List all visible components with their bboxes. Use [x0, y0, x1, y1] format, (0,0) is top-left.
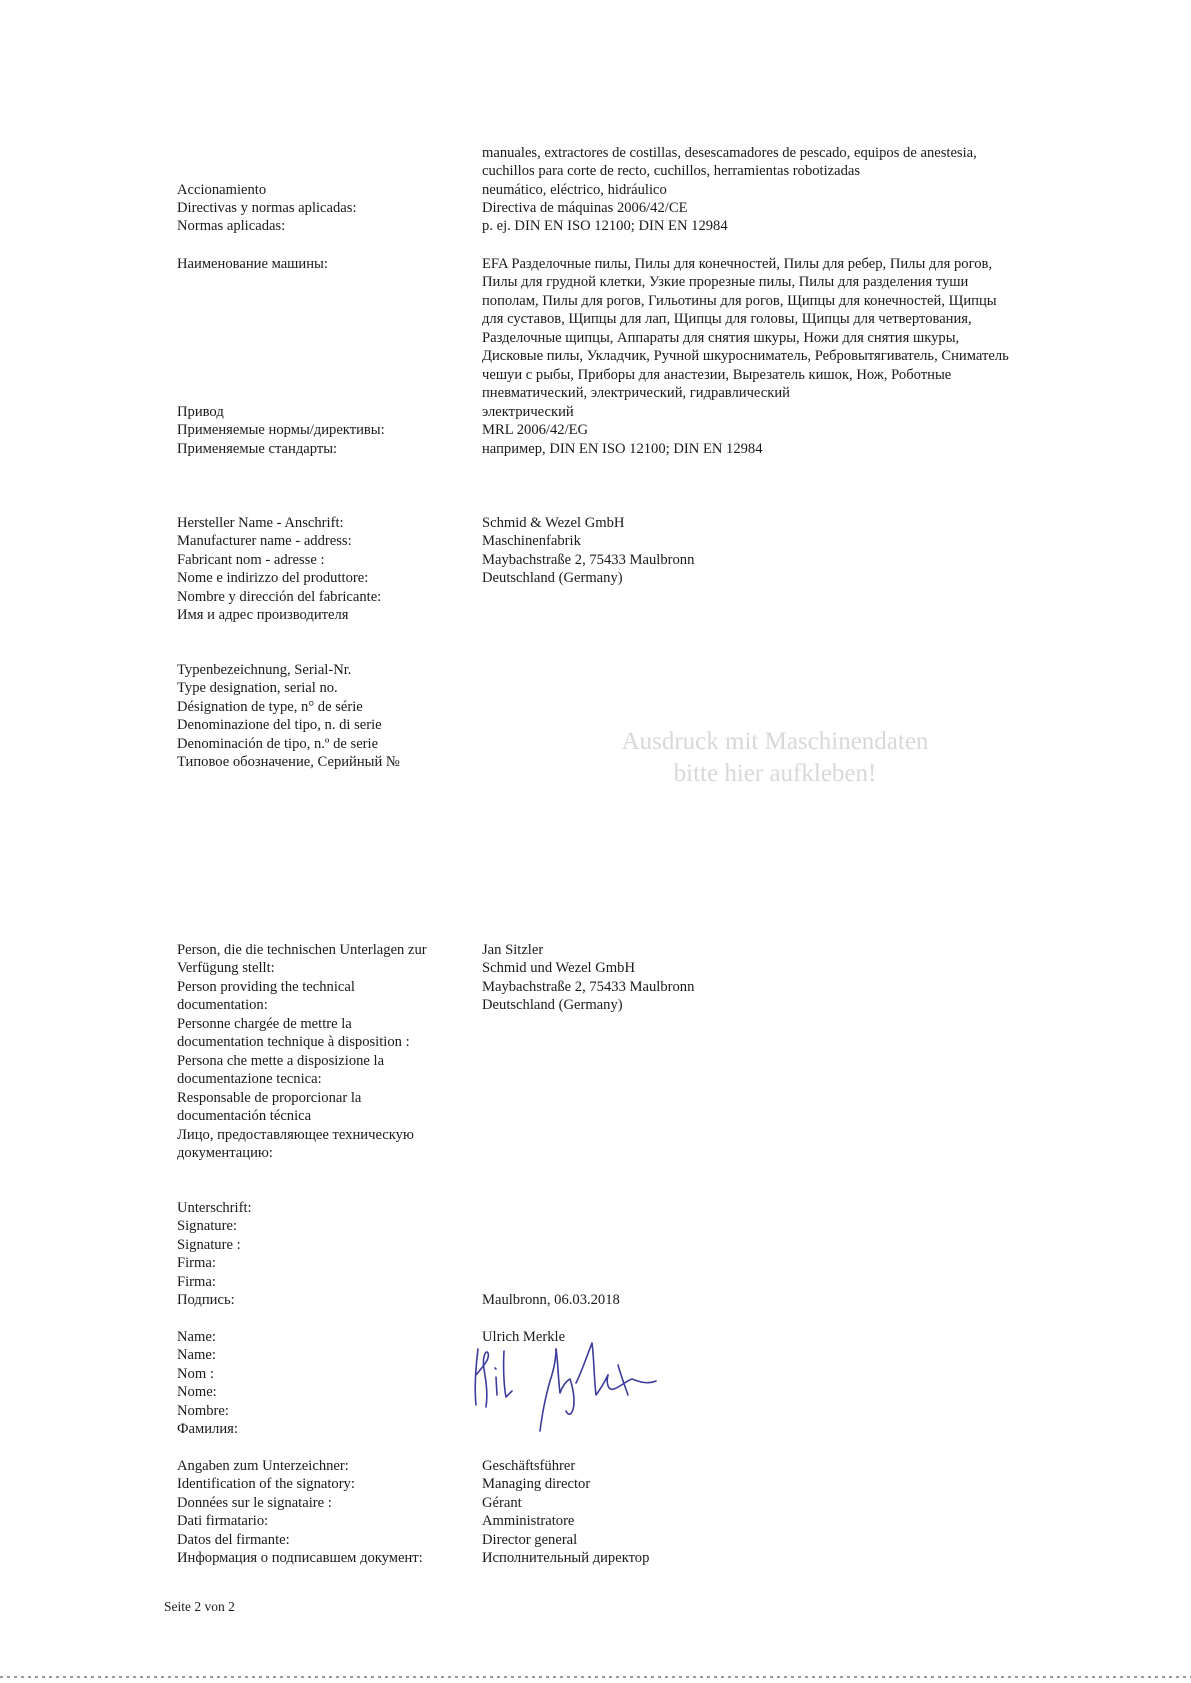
signatory-value: Amministratore: [482, 1513, 575, 1529]
signature-label: Signature :: [177, 1237, 241, 1253]
documentation-label: Personne chargée de mettre la: [177, 1016, 352, 1032]
manufacturer-label: Hersteller Name - Anschrift:: [177, 515, 344, 531]
es-machine-line: cuchillos para corte de recto, cuchillos, herramientas robotizadas: [482, 163, 861, 179]
ru-machine-line: для суставов, Щипцы для лап, Щипцы для головы, Щипцы для четвертования,: [482, 311, 972, 327]
type-designation-label: Typenbezeichnung, Serial-Nr.: [177, 662, 352, 678]
documentation-label: документацию:: [177, 1145, 273, 1161]
scan-edge-divider: [0, 1676, 1191, 1678]
manufacturer-label: Fabricant nom - adresse :: [177, 552, 325, 568]
signature-label: Unterschrift:: [177, 1200, 252, 1216]
es-directives-label: Directivas y normas aplicadas:: [177, 200, 357, 216]
signatory-label: Angaben zum Unterzeichner:: [177, 1458, 349, 1474]
manufacturer-value: Deutschland (Germany): [482, 570, 623, 586]
documentation-label: Лицо, предоставляющее техническую: [177, 1127, 414, 1143]
ru-machine-label: Наименование машины:: [177, 256, 328, 272]
ru-machine-line: чешуи с рыбы, Приборы для анастезии, Вырезатель кишок, Нож, Роботные: [482, 367, 952, 383]
ru-machine-line: пополам, Пилы для рогов, Гильотины для рогов, Щипцы для конечностей, Щипцы: [482, 293, 997, 309]
es-machine-line: manuales, extractores de costillas, desescamadores de pescado, equipos de anestesia,: [482, 145, 977, 161]
sticker-watermark: Ausdruck mit Maschinendaten: [621, 728, 929, 755]
documentation-label: documentation:: [177, 997, 268, 1013]
manufacturer-value: Maybachstraße 2, 75433 Maulbronn: [482, 552, 695, 568]
signature-label: Firma:: [177, 1274, 216, 1290]
ru-machine-line: Пилы для грудной клетки, Узкие прорезные пилы, Пилы для разделения туши: [482, 274, 969, 290]
ru-machine-line: Разделочные щипцы, Аппараты для снятия шкуры, Ножи для снятия шкуры,: [482, 330, 960, 346]
es-standards-value: p. ej. DIN EN ISO 12100; DIN EN 12984: [482, 218, 728, 234]
es-drive-value: neumático, eléctrico, hidráulico: [482, 182, 667, 198]
signer-name: Ulrich Merkle: [482, 1329, 566, 1345]
manufacturer-label: Manufacturer name - address:: [177, 533, 352, 549]
signature-label: Подпись:: [177, 1292, 235, 1308]
documentation-label: Verfügung stellt:: [177, 960, 275, 976]
documentation-label: Person providing the technical: [177, 979, 355, 995]
type-designation-label: Désignation de type, n° de série: [177, 699, 363, 715]
name-label: Фамилия:: [177, 1421, 238, 1437]
name-label: Nome:: [177, 1384, 217, 1400]
es-directives-value: Directiva de máquinas 2006/42/CE: [482, 200, 688, 216]
signatory-value: Gérant: [482, 1495, 522, 1511]
documentation-value: Jan Sitzler: [482, 942, 544, 958]
manufacturer-label: Nome e indirizzo del produttore:: [177, 570, 369, 586]
name-label: Name:: [177, 1347, 216, 1363]
signatory-label: Dati firmatario:: [177, 1513, 269, 1529]
manufacturer-value: Schmid & Wezel GmbH: [482, 515, 625, 531]
ru-machine-line: пневматический, электрический, гидравлический: [482, 385, 790, 401]
sticker-watermark: bitte hier aufkleben!: [673, 760, 877, 787]
page-number: Seite 2 von 2: [164, 1599, 235, 1614]
signature-label: Firma:: [177, 1255, 216, 1271]
signatory-label: Datos del firmante:: [177, 1532, 290, 1548]
ru-standards-value: например, DIN EN ISO 12100; DIN EN 12984: [482, 441, 763, 457]
documentation-value: Deutschland (Germany): [482, 997, 623, 1013]
ru-directives-label: Применяемые нормы/директивы:: [177, 422, 385, 438]
name-label: Name:: [177, 1329, 216, 1345]
signatory-value: Geschäftsführer: [482, 1458, 576, 1474]
signatory-value: Исполнительный директор: [482, 1550, 650, 1566]
ru-standards-label: Применяемые стандарты:: [177, 441, 338, 457]
ru-drive-label: Привод: [177, 404, 224, 420]
type-designation-label: Denominazione del tipo, n. di serie: [177, 717, 382, 733]
manufacturer-value: Maschinenfabrik: [482, 533, 581, 549]
signatory-value: Managing director: [482, 1476, 591, 1492]
signatory-label: Identification of the signatory:: [177, 1476, 355, 1492]
es-drive-label: Accionamiento: [177, 182, 267, 198]
signatory-label: Информация о подписавшем документ:: [177, 1550, 423, 1566]
documentation-label: documentazione tecnica:: [177, 1071, 322, 1087]
handwritten-signature: [470, 1335, 695, 1438]
type-designation-label: Denominación de tipo, n.º de serie: [177, 736, 379, 752]
documentation-label: Person, die die technischen Unterlagen zur: [177, 942, 427, 958]
name-label: Nom :: [177, 1366, 214, 1382]
name-label: Nombre:: [177, 1403, 229, 1419]
documentation-label: documentation technique à disposition :: [177, 1034, 410, 1050]
documentation-label: Responsable de proporcionar la: [177, 1090, 362, 1106]
signatory-value: Director general: [482, 1532, 578, 1548]
type-designation-label: Type designation, serial no.: [177, 680, 338, 696]
documentation-label: Persona che mette a disposizione la: [177, 1053, 385, 1069]
place-date: Maulbronn, 06.03.2018: [482, 1292, 620, 1308]
ru-directives-value: MRL 2006/42/EG: [482, 422, 589, 438]
documentation-label: documentación técnica: [177, 1108, 312, 1124]
manufacturer-label: Имя и адрес производителя: [177, 607, 349, 623]
ru-machine-line: EFA Разделочные пилы, Пилы для конечностей, Пилы для ребер, Пилы для рогов,: [482, 256, 993, 272]
ru-drive-value: электрический: [482, 404, 574, 420]
documentation-value: Schmid und Wezel GmbH: [482, 960, 635, 976]
signature-label: Signature:: [177, 1218, 237, 1234]
signatory-label: Données sur le signataire :: [177, 1495, 332, 1511]
manufacturer-label: Nombre y dirección del fabricante:: [177, 589, 382, 605]
ru-machine-line: Дисковые пилы, Укладчик, Ручной шкуросниматель, Ребровытягиватель, Сниматель: [482, 348, 1009, 364]
documentation-value: Maybachstraße 2, 75433 Maulbronn: [482, 979, 695, 995]
es-standards-label: Normas aplicadas:: [177, 218, 286, 234]
type-designation-label: Типовое обозначение, Серийный №: [177, 754, 400, 770]
